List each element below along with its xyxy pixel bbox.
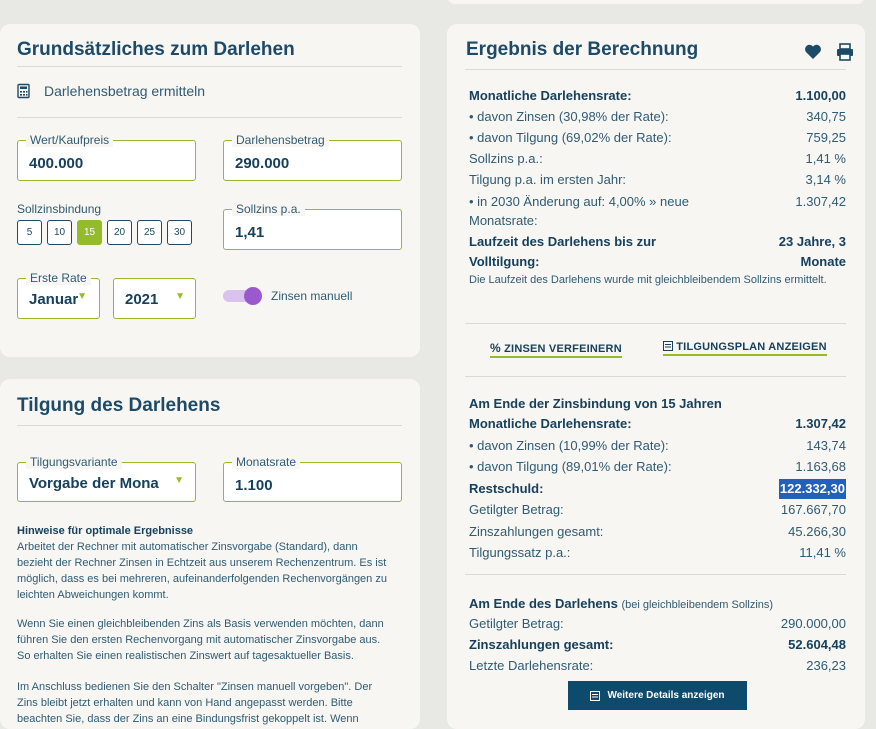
result-row-value: 340,75 [806,109,846,124]
show-repayment-plan-button[interactable] [663,341,827,356]
result-row-label: Zinszahlungen gesamt: [469,523,604,539]
result-row-value: 3,14 % [805,172,846,187]
chevron-down-icon: ▼ [174,475,184,486]
result-row-value: 1,41 % [805,151,846,166]
result-row-value: 236,23 [806,658,846,673]
result-row-value: 290.000,00 [780,616,846,631]
rate-change-value: 1.307,42 [795,194,846,209]
period-chip-5[interactable]: 5 [17,220,42,245]
section-end-loan-title-main: Am Ende des Darlehens [469,596,618,611]
result-row-label: Tilgungssatz p.a.: [469,545,571,560]
rate-change-row [469,192,846,230]
result-row [469,457,846,477]
list-icon [663,341,673,351]
more-details-label: Weitere Details anzeigen [607,690,725,701]
result-row [469,656,846,676]
term-value-1: 23 Jahre, 3 [778,234,846,249]
result-row-label: Sollzins p.a.: [469,151,543,166]
loan-amount-value: 290.000 [235,155,290,172]
result-row-label: • davon Tilgung (89,01% der Rate): [469,459,672,474]
purchase-price-value: 400.000 [29,155,84,172]
result-row [469,128,846,148]
loan-basics-title: Grundsätzliches zum Darlehen [17,39,295,60]
period-chip-20[interactable]: 20 [107,220,132,245]
result-row [469,170,846,190]
result-row-label: Zinszahlungen gesamt: [469,637,614,652]
repayment-title: Tilgung des Darlehens [17,395,221,416]
monthly-rate-value: 1.100 [235,477,273,494]
show-repayment-plan-label: TILGUNGSPLAN ANZEIGEN [676,341,827,353]
period-chip-15[interactable]: 15 [77,220,102,245]
term-label-2: Volltilgung: [469,254,540,269]
result-row-value: 759,25 [806,130,846,145]
result-row-label: Getilgter Betrag: [469,502,564,517]
purchase-price-label: Wert/Kaufpreis [26,133,113,147]
result-row-value: 167.667,70 [780,502,846,517]
section-end-loan-subtitle: (bei gleichbleibendem Sollzins) [621,599,774,611]
result-row [469,479,846,499]
first-rate-label: Erste Rate [26,271,91,285]
calculator-icon [17,84,30,98]
hints-paragraph-1: Arbeitet der Rechner mit automatischer Zinsvorgabe (Standard), dann bezieht der Rechner Zinsen in Echtzeit aus unserem Rechenzentrum. Es ist möglich, dass es bei mehreren, aufeinanderfolgenden Rechenvorgängen zu leichten Abweichungen kommt. [17,541,387,601]
monthly-rate-label: Monatsrate [232,455,300,469]
result-row-value: 11,41 % [799,545,846,560]
result-row [469,86,846,106]
print-icon[interactable] [836,43,854,61]
result-row [469,635,846,655]
divider [17,66,402,67]
result-row-label: • davon Tilgung (69,02% der Rate): [469,130,672,145]
term-value-2: Monate [800,254,846,269]
result-row-value: 1.307,42 [795,416,846,431]
manual-interest-label: Zinsen manuell [271,289,353,303]
hints-title: Hinweise für optimale Ergebnisse [17,525,194,537]
divider [465,574,846,575]
result-row [469,149,846,169]
result-row-value: 1.163,68 [795,459,846,474]
period-chip-25[interactable]: 25 [137,220,162,245]
interest-rate-field[interactable] [223,202,402,250]
result-row-label: Letzte Darlehensrate: [469,658,594,673]
monthly-rate-field[interactable] [223,455,402,502]
result-row-value: 122.332,30 [779,479,846,499]
result-row [469,500,846,520]
result-row-label: Restschuld: [469,480,544,496]
loan-amount-field[interactable] [223,133,402,181]
refine-interest-label: ZINSEN VERFEINERN [504,343,622,355]
calc-loan-amount-link[interactable] [17,83,205,99]
interest-rate-value: 1,41 [235,224,265,241]
hints-paragraph-2: Wenn Sie einen gleichbleibenden Zins als Basis verwenden möchten, dann führen Sie den ersten Rechenvorgang mit automatischer Zinsvorgabe aus. So erhalten Sie einen realistischen Zinswert auf tagesaktueller Basis. [17,618,384,662]
term-row [469,232,846,272]
result-row-label: Monatliche Darlehensrate: [469,88,632,103]
fixed-rate-period-label: Sollzinsbindung [17,202,102,216]
interest-rate-label: Sollzins p.a. [232,202,305,216]
result-row-label: Getilgter Betrag: [469,616,564,631]
result-row [469,614,846,634]
repayment-variant-label: Tilgungsvariante [26,455,122,469]
result-row-label: Monatliche Darlehensrate: [469,416,632,431]
divider [465,69,846,70]
manual-interest-toggle[interactable] [222,287,262,305]
chevron-down-icon: ▼ [175,291,185,302]
result-row-value: 1.100,00 [795,88,846,103]
hints-paragraph-3: Im Anschluss bedienen Sie den Schalter "Zinsen manuell vorgeben". Der Zins bleibt jetzt erhalten und kann von Hand angepasst werden. Bitte beachten Sie, dass der Zins an eine Bindungsfrist gekoppelt ist. Wenn [17,681,373,725]
list-icon [590,691,600,701]
period-chip-30[interactable]: 30 [167,220,192,245]
repayment-variant-select[interactable] [17,455,196,502]
calc-loan-amount-label: Darlehensbetrag ermitteln [44,83,206,99]
toggle-knob [244,287,262,305]
loan-amount-label: Darlehensbetrag [232,133,329,147]
rate-change-label-2: Monatsrate: [469,213,538,228]
top-card-remnant [447,0,865,4]
result-row-value: 52.604,48 [788,637,846,652]
purchase-price-field[interactable] [17,133,196,181]
period-chip-10[interactable]: 10 [47,220,72,245]
term-label-1: Laufzeit des Darlehens bis zur [469,234,657,249]
percent-icon: % [490,341,501,355]
result-row-label: • davon Zinsen (30,98% der Rate): [469,109,669,124]
result-title: Ergebnis der Berechnung [466,39,699,60]
result-row [469,522,846,542]
result-row-value: 45.266,30 [788,523,846,539]
result-row [469,107,846,127]
result-row [469,436,846,456]
result-row [469,414,846,434]
refine-interest-button[interactable] [490,341,622,358]
section-end-fixed-period-title: Am Ende der Zinsbindung von 15 Jahren [469,396,722,411]
first-rate-year-select[interactable] [113,278,196,319]
divider [17,425,402,426]
heart-icon[interactable] [804,44,822,60]
result-row-label: • davon Zinsen (10,99% der Rate): [469,437,669,453]
divider [465,376,846,377]
first-rate-month-select[interactable] [17,271,100,319]
result-row-label: Tilgung p.a. im ersten Jahr: [469,172,627,187]
month-value: Januar [29,291,79,308]
section-end-loan-title [469,596,773,611]
chevron-down-icon: ▼ [77,291,87,302]
term-note: Die Laufzeit des Darlehens wurde mit gleichbleibendem Sollzins ermittelt. [469,274,827,286]
result-row-value: 143,74 [806,437,846,453]
divider [17,117,402,118]
rate-change-label-1: • in 2030 Änderung auf: 4,00% » neue [469,194,689,209]
result-row [469,543,846,563]
more-details-button[interactable] [568,681,747,710]
divider [465,323,846,324]
year-value: 2021 [125,291,159,308]
repayment-variant-value: Vorgabe der Mona [29,475,159,492]
